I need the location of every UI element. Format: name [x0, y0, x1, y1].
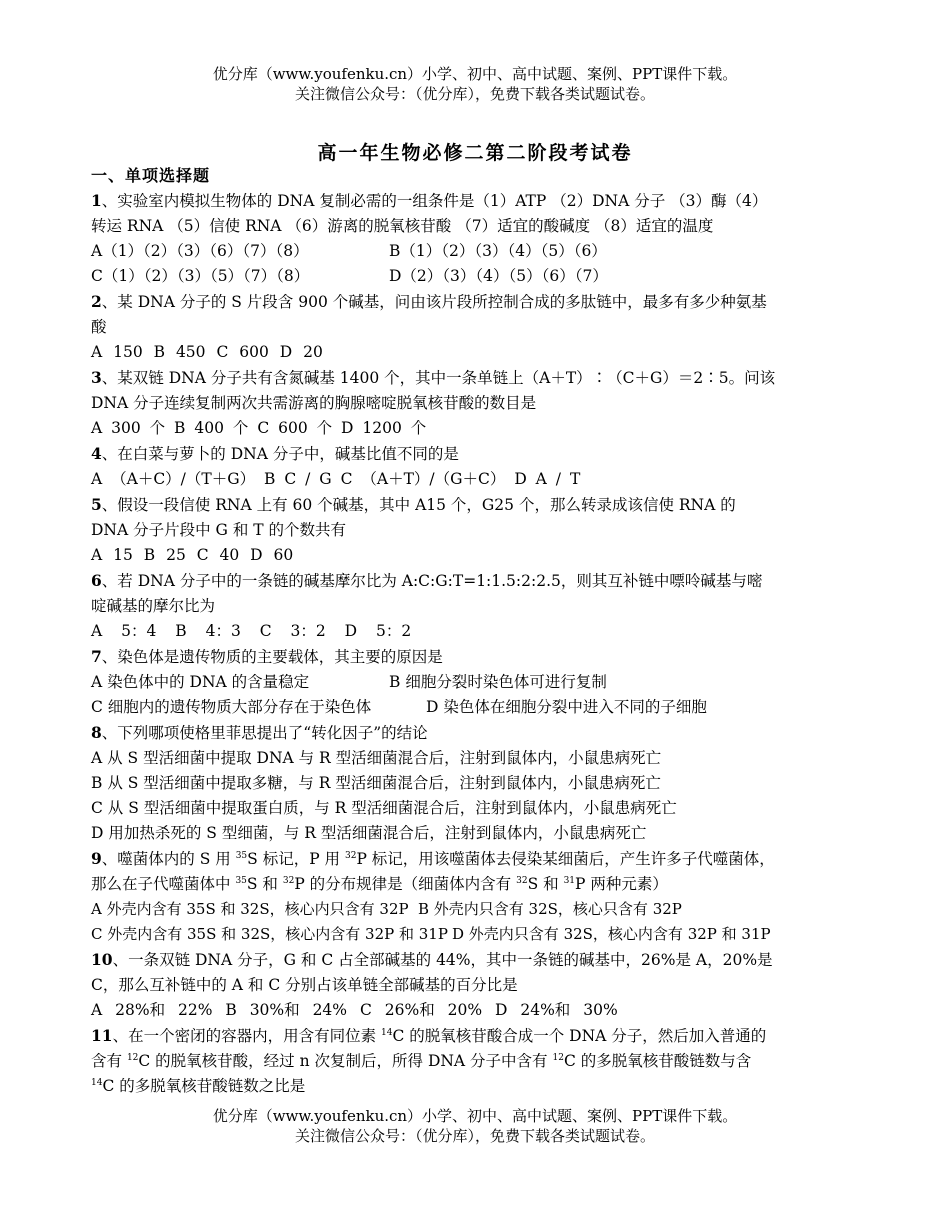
question-7-options-cd	[91, 695, 776, 720]
question-4-options: A （A＋C）/（T＋G） B C / G C （A＋T）/（G＋C） D A / T	[91, 470, 581, 488]
question-text: 、在白菜与萝卜的 DNA 分子中，碱基比值不同的是	[101, 445, 459, 463]
superscript: 14	[381, 1027, 393, 1038]
exam-title: 高一年生物必修二第二阶段考试卷	[317, 142, 633, 164]
question-8	[91, 720, 776, 746]
question-text-part: P 的分布规律是（细菌体内含有	[294, 875, 517, 893]
option-b: B 从 S 型活细菌中提取多糖，与 R 型活细菌混合后，注射到鼠体内，小鼠患病死亡	[91, 774, 661, 792]
question-2	[91, 289, 776, 340]
question-number: 5	[91, 495, 102, 514]
option-a: A 外壳内含有 35S 和 32S，核心内只含有 32P	[91, 900, 409, 918]
question-number: 7	[91, 647, 102, 666]
option-c: C 外壳内含有 35S 和 32S，核心内含有 32P 和 31P	[91, 925, 448, 943]
question-4	[91, 441, 776, 467]
question-number: 3	[91, 368, 102, 387]
question-text-part: S 和	[527, 875, 564, 893]
question-1-options-ab	[91, 239, 776, 264]
option-a: A（1）（2）（3）（6）（7）（8）	[91, 242, 309, 260]
question-9-options-ab	[91, 897, 776, 922]
question-1-options-cd	[91, 264, 776, 289]
option-c: C（1）（2）（3）（5）（7）（8）	[91, 267, 310, 285]
question-text: 、某 DNA 分子的 S 片段含 900 个碱基，问由该片段所控制合成的多肽链中，最多有多少种氨基酸	[91, 293, 767, 336]
superscript: 12	[126, 1052, 139, 1063]
question-number: 6	[91, 571, 102, 590]
question-text-part: C 的脱氧核苷酸，经过 n 次复制后，所得 DNA 分子中含有	[138, 1052, 553, 1070]
superscript: 35	[235, 875, 247, 886]
header-line-2: 关注微信公众号：（优分库），免费下载各类试题试卷。	[294, 85, 655, 103]
option-d: D 染色体在细胞分裂中进入不同的子细胞	[426, 698, 707, 716]
question-text-part: P 标记，用该噬菌体去侵染某细菌后，产生许多子代噬菌体，那么在子代噬菌体中	[91, 850, 775, 893]
question-text: 、一条双链 DNA 分子，G 和 C 占全部碱基的 44%，其中一条链的碱基中，26%是 A，20%是 C，那么互补链中的 A 和 C 分别占该单链全部碱基的百分比是	[91, 951, 773, 994]
question-5	[91, 492, 776, 543]
question-1	[91, 188, 776, 239]
question-number: 8	[91, 723, 102, 742]
question-text: 、实验室内模拟生物体的 DNA 复制必需的一组条件是（1）ATP （2）DNA 分子 （3）酶（4）转运 RNA （5）信使 RNA （6）游离的脱氧核苷酸 （7）适宜的酸碱度 （8）适宜的温度	[91, 192, 768, 235]
question-6	[91, 568, 776, 619]
question-5-options: A 15 B 25 C 40 D 60	[91, 546, 294, 564]
option-b: B 细胞分裂时染色体可进行复制	[389, 673, 607, 691]
question-text-part: S 和	[246, 875, 283, 893]
option-a: A 染色体中的 DNA 的含量稳定	[91, 673, 310, 691]
option-d: D 用加热杀死的 S 型细菌，与 R 型活细菌混合后，注射到鼠体内，小鼠患病死亡	[91, 824, 647, 842]
superscript: 12	[552, 1052, 564, 1063]
footer-line-1: 优分库（www.youfenku.cn）小学、初中、高中试题、案例、PPT课件下载。	[212, 1107, 738, 1125]
option-d: D（2）（3）（4）（5）（6）（7）	[389, 267, 608, 285]
option-c: C 从 S 型活细菌中提取蛋白质，与 R 型活细菌混合后，注射到鼠体内，小鼠患病死亡	[91, 799, 677, 817]
superscript: 32	[345, 850, 357, 861]
superscript: 31	[563, 875, 576, 886]
question-number: 1	[91, 191, 102, 210]
question-number: 9	[91, 849, 102, 868]
question-text-part: 、噬菌体内的 S 用	[101, 850, 236, 868]
question-number: 11	[91, 1026, 113, 1045]
question-6-options: A 5：4 B 4：3 C 3：2 D 5：2	[91, 622, 412, 640]
question-text: 、若 DNA 分子中的一条链的碱基摩尔比为 A:C:G:T=1:1.5:2:2.5，则其互补链中嘌呤碱基与嘧啶碱基的摩尔比为	[91, 572, 763, 615]
question-text-part: 、在一个密闭的容器内，用含有同位素	[112, 1027, 382, 1045]
question-number: 4	[91, 444, 102, 463]
question-3-options: A 300 个 B 400 个 C 600 个 D 1200 个	[91, 419, 427, 437]
question-text: 、假设一段信使 RNA 上有 60 个碱基，其中 A15 个，G25 个，那么转录成该信使 RNA 的 DNA 分子片段中 G 和 T 的个数共有	[91, 496, 736, 539]
exam-content	[91, 163, 776, 1099]
option-a: A 从 S 型活细菌中提取 DNA 与 R 型活细菌混合后，注射到鼠体内，小鼠患病死亡	[91, 749, 662, 767]
page-header	[0, 64, 950, 104]
question-7	[91, 644, 776, 670]
question-number: 2	[91, 292, 102, 311]
question-text: 、下列哪项使格里菲思提出了“转化因子”的结论	[101, 724, 428, 742]
question-11	[91, 1023, 776, 1099]
section-heading: 一、单项选择题	[91, 166, 211, 185]
question-10	[91, 947, 776, 998]
superscript: 35	[235, 850, 248, 861]
page-footer	[0, 1106, 950, 1146]
question-text-part: C 的多脱氧核苷酸链数与含	[563, 1052, 752, 1070]
superscript: 32	[516, 875, 528, 886]
question-text-part: C 的脱氧核苷酸合成一个 DNA 分子，然后加入普通的含有	[91, 1027, 767, 1070]
question-10-options: A 28%和 22% B 30%和 24% C 26%和 20% D 24%和 30%	[91, 1001, 618, 1019]
option-b: B（1）（2）（3）（4）（5）（6）	[389, 242, 607, 260]
question-text: 、染色体是遗传物质的主要载体，其主要的原因是	[101, 648, 443, 666]
option-b: B 外壳内只含有 32S，核心只含有 32P	[418, 900, 682, 918]
option-c: C 细胞内的遗传物质大部分存在于染色体	[91, 698, 372, 716]
header-line-1: 优分库（www.youfenku.cn）小学、初中、高中试题、案例、PPT课件下载。	[212, 65, 738, 83]
option-d: D 外壳内只含有 32S，核心内含有 32P 和 31P	[452, 925, 771, 943]
question-text-part: C 的多脱氧核苷酸链数之比是	[102, 1077, 306, 1095]
footer-line-2: 关注微信公众号：（优分库），免费下载各类试题试卷。	[294, 1127, 655, 1145]
question-text: 、某双链 DNA 分子共有含氮碱基 1400 个，其中一条单链上（A＋T）∶（C＋G）＝2∶5。问该 DNA 分子连续复制两次共需游离的胸腺嘧啶脱氧核苷酸的数目是	[91, 369, 776, 412]
question-number: 10	[91, 950, 113, 969]
question-9	[91, 846, 776, 897]
question-text-part: P 两种元素）	[575, 875, 668, 893]
question-9-options-cd	[91, 922, 776, 947]
question-3	[91, 365, 776, 416]
superscript: 14	[91, 1077, 103, 1088]
superscript: 32	[282, 875, 295, 886]
question-7-options-ab	[91, 670, 776, 695]
question-2-options: A 150 B 450 C 600 D 20	[91, 343, 323, 361]
question-text-part: S 标记，P 用	[247, 850, 345, 868]
